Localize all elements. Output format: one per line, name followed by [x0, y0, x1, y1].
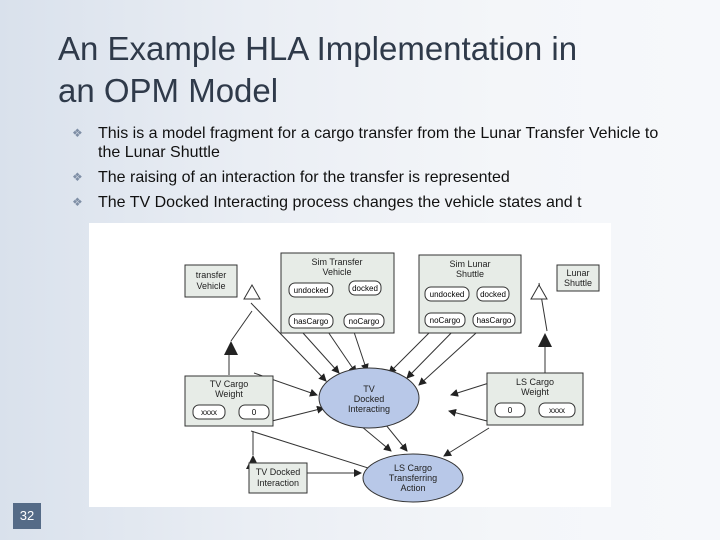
ls-cargo-weight-line1: LS Cargo — [515, 377, 555, 387]
bullet-item — [72, 124, 682, 162]
interaction-line2: Interaction — [256, 478, 300, 488]
ls-cargo-weight-object — [487, 373, 583, 425]
ls-cargo-transferring-process — [363, 454, 463, 502]
tv-docked-interacting-process — [319, 368, 419, 428]
process-line1: TV — [363, 384, 375, 394]
ls-cargo-weight-line2: Weight — [521, 387, 549, 397]
bullet-icon: ❖ — [72, 126, 83, 140]
process-line1: LS Cargo — [393, 463, 433, 473]
link-line — [449, 411, 487, 421]
transfer-vehicle-object — [185, 265, 237, 297]
slide-number: 32 — [13, 503, 41, 529]
state-label: noCargo — [429, 316, 461, 325]
value-label: xxxx — [201, 408, 217, 417]
generalization-triangle-icon — [244, 285, 260, 299]
sim-ls-title-line2: Shuttle — [455, 269, 485, 279]
tv-cargo-weight-line2: Weight — [215, 389, 243, 399]
opm-diagram — [89, 223, 611, 507]
link-line — [231, 311, 252, 341]
bullet-icon: ❖ — [72, 170, 83, 184]
lunar-shuttle-object — [557, 265, 599, 291]
value-label: xxxx — [549, 406, 565, 415]
lunar-shuttle-line2: Shuttle — [563, 278, 593, 288]
aggregation-triangle-icon — [538, 333, 552, 347]
state-label: docked — [480, 290, 506, 299]
lunar-shuttle-line1: Lunar — [566, 268, 590, 278]
value-label: 0 — [251, 408, 257, 417]
value-label: 0 — [507, 406, 513, 415]
opm-diagram-svg — [89, 223, 611, 507]
sim-lunar-shuttle-object — [419, 255, 521, 333]
tv-docked-interaction-object — [249, 463, 307, 493]
process-line3: Action — [400, 483, 426, 493]
bullet-list — [72, 124, 682, 218]
process-line2: Transferring — [388, 473, 438, 483]
bullet-text: The TV Docked Interacting process changes the vehicle states and t — [98, 194, 582, 211]
generalization-triangle-icon — [531, 285, 547, 299]
transfer-vehicle-line1: transfer — [195, 270, 227, 280]
link-line — [451, 383, 489, 395]
sim-tv-title-line2: Vehicle — [322, 267, 352, 277]
sim-ls-title-line1: Sim Lunar — [449, 259, 491, 269]
bullet-text: The raising of an interaction for the transfer is represented — [98, 169, 510, 186]
bullet-icon: ❖ — [72, 195, 83, 209]
aggregation-triangle-icon — [224, 341, 238, 355]
state-label: undocked — [429, 290, 465, 299]
state-label: hasCargo — [293, 317, 329, 326]
transfer-vehicle-line2: Vehicle — [196, 281, 226, 291]
tv-cargo-weight-line1: TV Cargo — [209, 379, 249, 389]
bullet-text: This is a model fragment for a cargo transfer from the Lunar Transfer Vehicle to the Lunar Shuttle — [98, 125, 659, 161]
bullet-item — [72, 168, 682, 187]
tv-cargo-weight-object — [185, 376, 273, 426]
title-line-2: an OPM Model — [58, 72, 279, 109]
state-label: noCargo — [348, 317, 380, 326]
interaction-line1: TV Docked — [255, 467, 301, 477]
bullet-item — [72, 193, 682, 212]
process-line2: Docked — [353, 394, 385, 404]
title-line-1: An Example HLA Implementation in — [58, 30, 578, 67]
sim-tv-title-line1: Sim Transfer — [311, 257, 363, 267]
slide-title — [58, 28, 698, 112]
process-line3: Interacting — [347, 404, 391, 414]
state-label: docked — [352, 284, 378, 293]
link-line — [444, 428, 489, 456]
state-label: hasCargo — [476, 316, 512, 325]
state-label: undocked — [293, 286, 329, 295]
sim-transfer-vehicle-object — [281, 253, 394, 333]
